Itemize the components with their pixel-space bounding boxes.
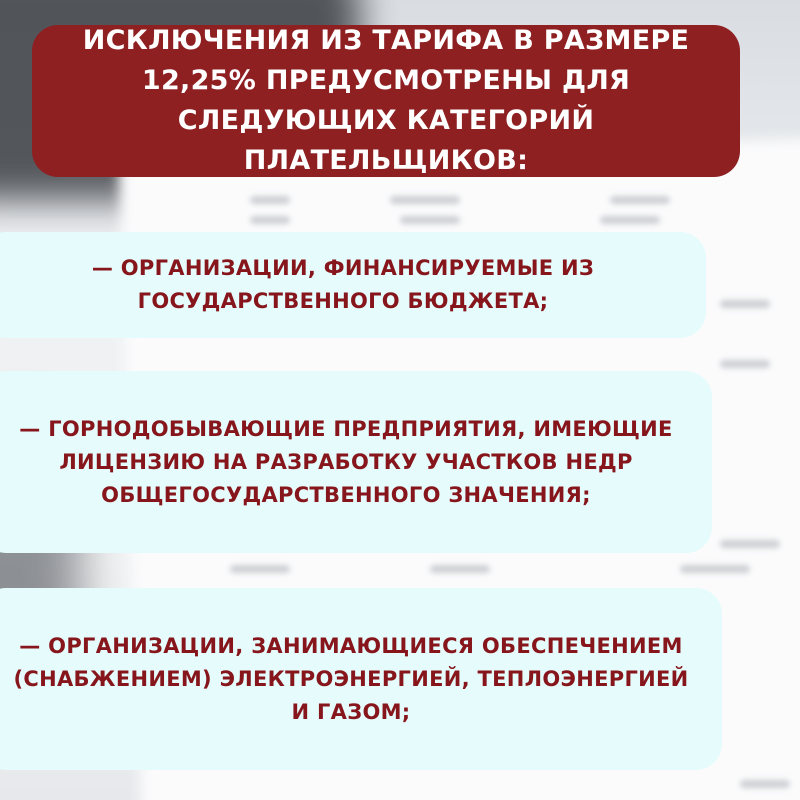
list-item-text: — ГОРНОДОБЫВАЮЩИЕ ПРЕДПРИЯТИЯ, ИМЕЮЩИЕ ЛИЦЕНЗИЮ НА РАЗРАБОТКУ УЧАСТКОВ НЕДР ОБЩЕГОСУДАРСТВЕННОГО ЗНАЧЕНИЯ; <box>19 416 673 507</box>
blurred-table-row <box>720 540 780 548</box>
list-item-text: — ОРГАНИЗАЦИИ, ФИНАНСИРУЕМЫЕ ИЗ ГОСУДАРСТВЕННОГО БЮДЖЕТА; <box>91 256 595 313</box>
list-item <box>0 232 706 338</box>
blurred-table-row <box>600 216 660 224</box>
page-title: ИСКЛЮЧЕНИЯ ИЗ ТАРИФА В РАЗМЕРЕ 12,25% ПРЕДУСМОТРЕНЫ ДЛЯ СЛЕДУЮЩИХ КАТЕГОРИЙ ПЛАТЕЛЬЩИКОВ: <box>82 25 690 176</box>
blurred-table-row <box>680 565 750 573</box>
blurred-table-row <box>400 216 460 224</box>
list-item <box>0 371 712 553</box>
list-item-text: — ОРГАНИЗАЦИИ, ЗАНИМАЮЩИЕСЯ ОБЕСПЕЧЕНИЕМ (СНАБЖЕНИЕМ) ЭЛЕКТРОЭНЕРГИЕЙ, ТЕПЛОЭНЕРГИЕЙ И ГАЗОМ; <box>13 633 689 724</box>
blurred-table-row <box>230 565 290 573</box>
blurred-table-row <box>740 780 790 788</box>
blurred-table-row <box>720 360 770 368</box>
title-banner <box>32 25 740 177</box>
blurred-table-row <box>720 300 770 308</box>
blurred-table-row <box>250 196 290 204</box>
blurred-table-row <box>390 196 460 204</box>
list-item <box>0 588 722 770</box>
blurred-table-row <box>250 216 290 224</box>
blurred-table-row <box>430 565 490 573</box>
blurred-table-row <box>610 196 670 204</box>
